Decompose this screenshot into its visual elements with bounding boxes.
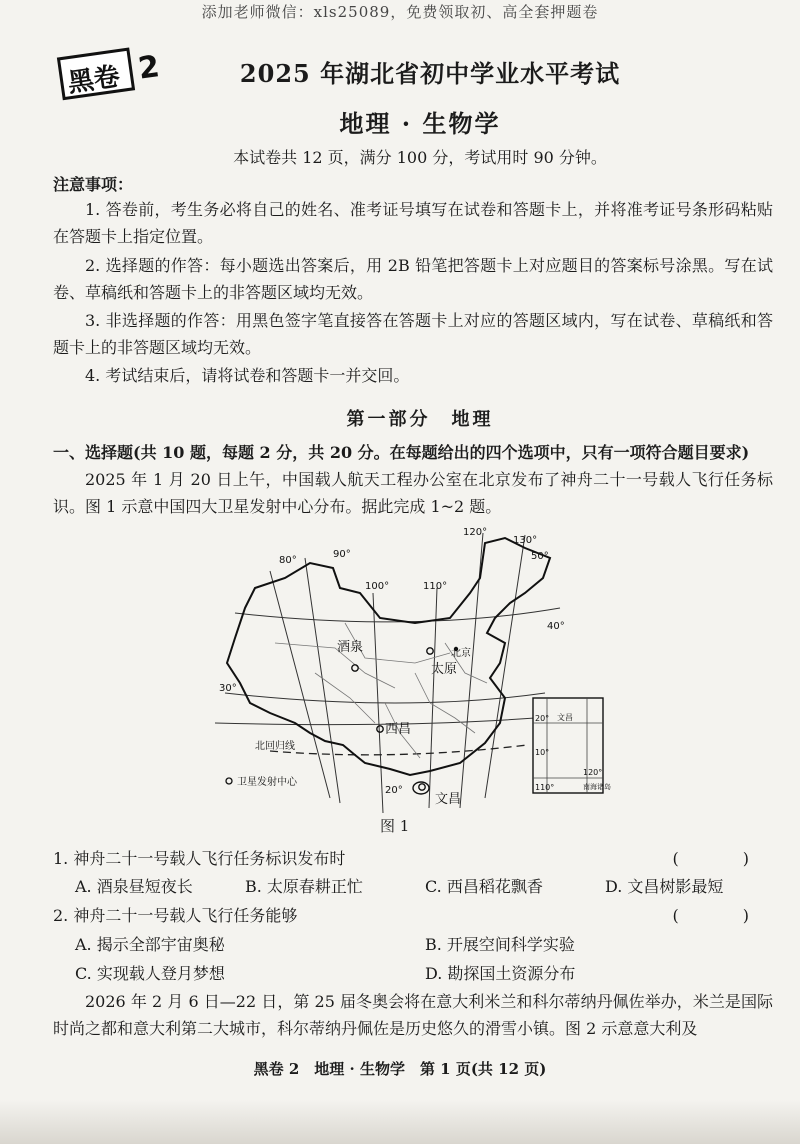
place-xichang: 西昌 [385,722,412,737]
lon-label: 130° [513,535,538,546]
question-1 [53,846,773,869]
exam-info: 本试卷共 12 页，满分 100 分，考试用时 90 分钟。 [233,148,607,167]
answer-bracket[interactable]: ( ) [672,849,773,868]
q1-option-d[interactable]: D. 文昌树影最短 [605,877,724,896]
inset-label: 南海诸岛 [583,783,611,791]
exam-title: 2025 年湖北省初中学业水平考试 [239,59,621,88]
q2-option-c[interactable]: C. 实现载人登月梦想 [75,964,225,983]
place-beijing: 北京 [451,648,471,659]
q1-option-b[interactable]: B. 太原春耕正忙 [245,877,363,896]
notice-item: 2. 选择题的作答：每小题选出答案后，用 2B 铅笔把答题卡上对应题目的答案标号涂黑。写在试卷、草稿纸和答题卡上的非答题区域均无效。 [53,256,773,302]
answer-bracket[interactable]: ( ) [672,906,773,925]
tropic-label: 北回归线 [255,741,295,752]
part-title: 第一部分 地理 [346,409,494,430]
scan-edge [0,1100,800,1144]
figure-caption: 图 1 [380,817,410,835]
place-jiuquan: 酒泉 [337,640,364,655]
question-stem: 1. 神舟二十一号载人飞行任务标识发布时 [53,849,346,868]
exam-logo [55,42,175,102]
lon-label: 110° [423,581,448,592]
lat-label: 30° [219,683,237,694]
place-taiyuan: 太原 [431,662,458,677]
lon-label: 80° [279,555,297,566]
svg-text:2: 2 [136,49,162,87]
lon-label: 90° [333,549,351,560]
exam-subject: 地理 · 生物学 [339,109,501,138]
inset-label: 10° [535,748,550,757]
notice-item: 4. 考试结束后，请将试卷和答题卡一并交回。 [85,366,410,385]
question-stem: 2. 神舟二十一号载人飞行任务能够 [53,906,298,925]
intro-paragraph: 2025 年 1 月 20 日上午，中国载人航天工程办公室在北京发布了神舟二十一号载人飞行任务标识。图 1 示意中国四大卫星发射中心分布。据此完成 1~2 题。 [53,470,773,516]
lat-label: 40° [547,621,565,632]
lon-label: 100° [365,581,390,592]
watermark-banner: 添加老师微信：xls25089，免费领取初、高全套押题卷 [201,3,599,21]
lon-label: 120° [463,527,488,538]
logo-graphic [55,42,175,102]
question-2 [53,903,773,926]
lat-label: 20° [385,785,403,796]
inset-label: 110° [535,783,555,792]
inset-label: 文昌 [557,713,573,722]
notice-item: 3. 非选择题的作答：用黑色签字笔直接答在答题卡上对应的答题区域内，写在试卷、草稿纸和答题卡上的非答题区域均无效。 [53,311,773,357]
section-heading: 一、选择题(共 10 题，每题 2 分，共 20 分。在每题给出的四个选项中，只有一项符合题目要求) [53,443,750,462]
lat-label: 50° [531,551,549,562]
q2-option-a[interactable]: A. 揭示全部宇宙奥秘 [75,935,225,954]
inset-label: 120° [583,768,603,777]
map-legend: 卫星发射中心 [237,777,297,788]
inset-label: 20° [535,714,550,723]
map-figure [215,523,615,813]
intro-paragraph-2: 2026 年 2 月 6 日—22 日，第 25 届冬奥会将在意大利米兰和科尔蒂纳丹佩佐举办，米兰是国际时尚之都和意大利第二大城市，科尔蒂纳丹佩佐是历史悠久的滑雪小镇。图 2 示意意大利及 [53,992,773,1038]
notice-item: 1. 答卷前，考生务必将自己的姓名、准考证号填写在试卷和答题卡上，并将准考证号条形码粘贴在答题卡上指定位置。 [53,200,773,246]
q1-option-a[interactable]: A. 酒泉昼短夜长 [75,877,193,896]
notice-heading: 注意事项： [53,175,134,194]
q2-option-b[interactable]: B. 开展空间科学实验 [425,935,575,954]
q2-option-d[interactable]: D. 勘探国土资源分布 [425,964,576,983]
china-launch-center-map [215,523,615,813]
svg-text:黑卷: 黑卷 [66,61,122,99]
page-footer: 黑卷 2 地理 · 生物学 第 1 页(共 12 页) [253,1060,547,1078]
place-wenchang: 文昌 [435,792,462,807]
q1-option-c[interactable]: C. 西昌稻花飘香 [425,877,543,896]
